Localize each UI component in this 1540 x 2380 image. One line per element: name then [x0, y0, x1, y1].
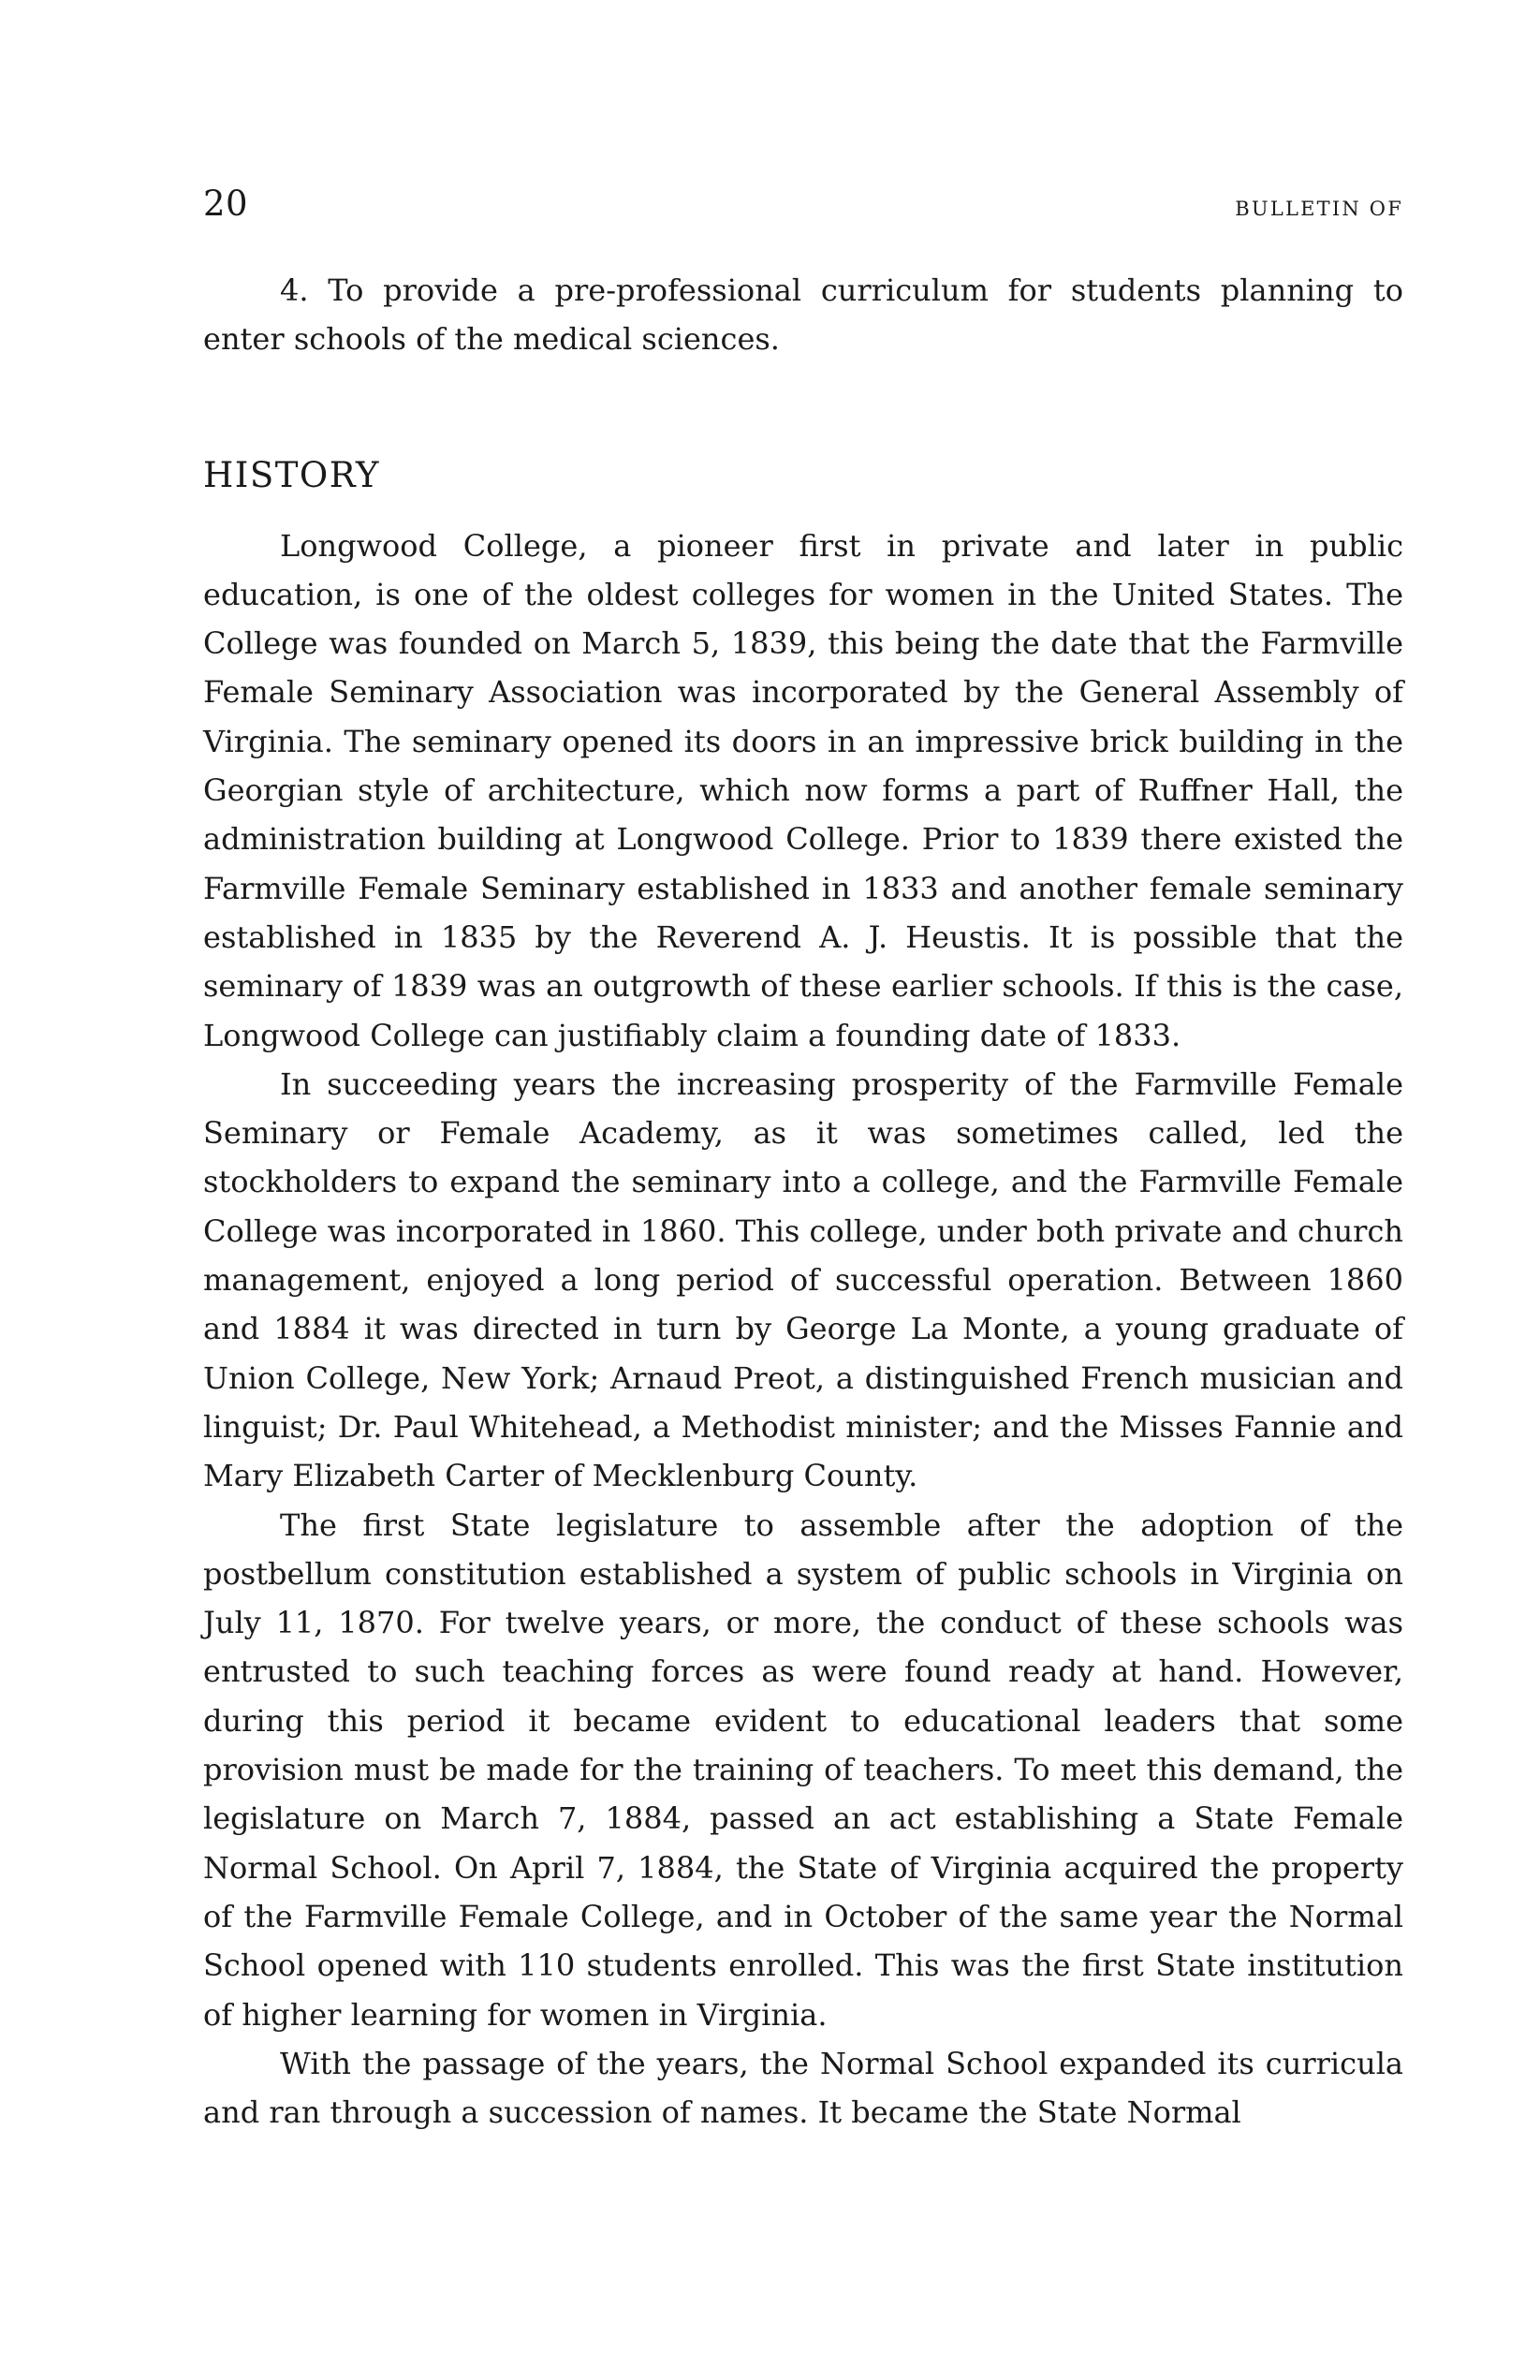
running-title: BULLETIN OF [1235, 198, 1403, 220]
list-item-4: 4. To provide a pre-professional curriculum for students planning to enter schools of the medical sciences. [203, 272, 1403, 358]
history-paragraph-3: The first State legislature to assemble after the adoption of the postbellum constitution established a system of public schools in Virginia on July 11, 1870. For twelve years, or more, the conduct of these schools was entrusted to such teaching forces as were found ready at hand. However, during this period it became evident to educational leaders that some provision must be made for the training of teachers. To meet this demand, the legislature on March 7, 1884, passed an act establishing a State Female Normal School. On April 7, 1884, the State of Virginia acquired the property of the Farmville Female College, and in October of the same year the Normal School opened with 110 students enrolled. This was the first State institution of higher learning for women in Virginia. [203, 1506, 1403, 2033]
history-paragraph-4: With the passage of the years, the Normal School expanded its curricula and ran through a succession of names. It became the State Normal [203, 2045, 1403, 2131]
history-paragraph-1: Longwood College, a pioneer first in private and later in public education, is one of the oldest colleges for women in the United States. The College was founded on March 5, 1839, this being the date that the Farmville Female Seminary Association was incorporated by the General Assembly of Virginia. The seminary opened its doors in an impressive brick building in the Georgian style of architecture, which now forms a part of Ruffner Hall, the administration building at Longwood College. Prior to 1839 there existed the Farmville Female Seminary established in 1833 and another female seminary established in 1835 by the Reverend A. J. Heustis. It is possible that the seminary of 1839 was an outgrowth of these earlier schools. If this is the case, Longwood College can justifiably claim a founding date of 1833. [203, 527, 1403, 1053]
document-page [203, 184, 1403, 2137]
page-number: 20 [203, 184, 249, 224]
section-heading-history: HISTORY [203, 454, 380, 495]
history-paragraph-2: In succeeding years the increasing prosperity of the Farmville Female Seminary or Female Academy, as it was sometimes called, led the stockholders to expand the seminary into a college, and the Farmville Female College was incorporated in 1860. This college, under both private and church management, enjoyed a long period of successful operation. Between 1860 and 1884 it was directed in turn by George La Monte, a young graduate of Union College, New York; Arnaud Preot, a distinguished French musician and linguist; Dr. Paul Whitehead, a Methodist minister; and the Misses Fannie and Mary Elizabeth Carter of Mecklenburg County. [203, 1065, 1403, 1494]
running-head [203, 184, 1403, 228]
